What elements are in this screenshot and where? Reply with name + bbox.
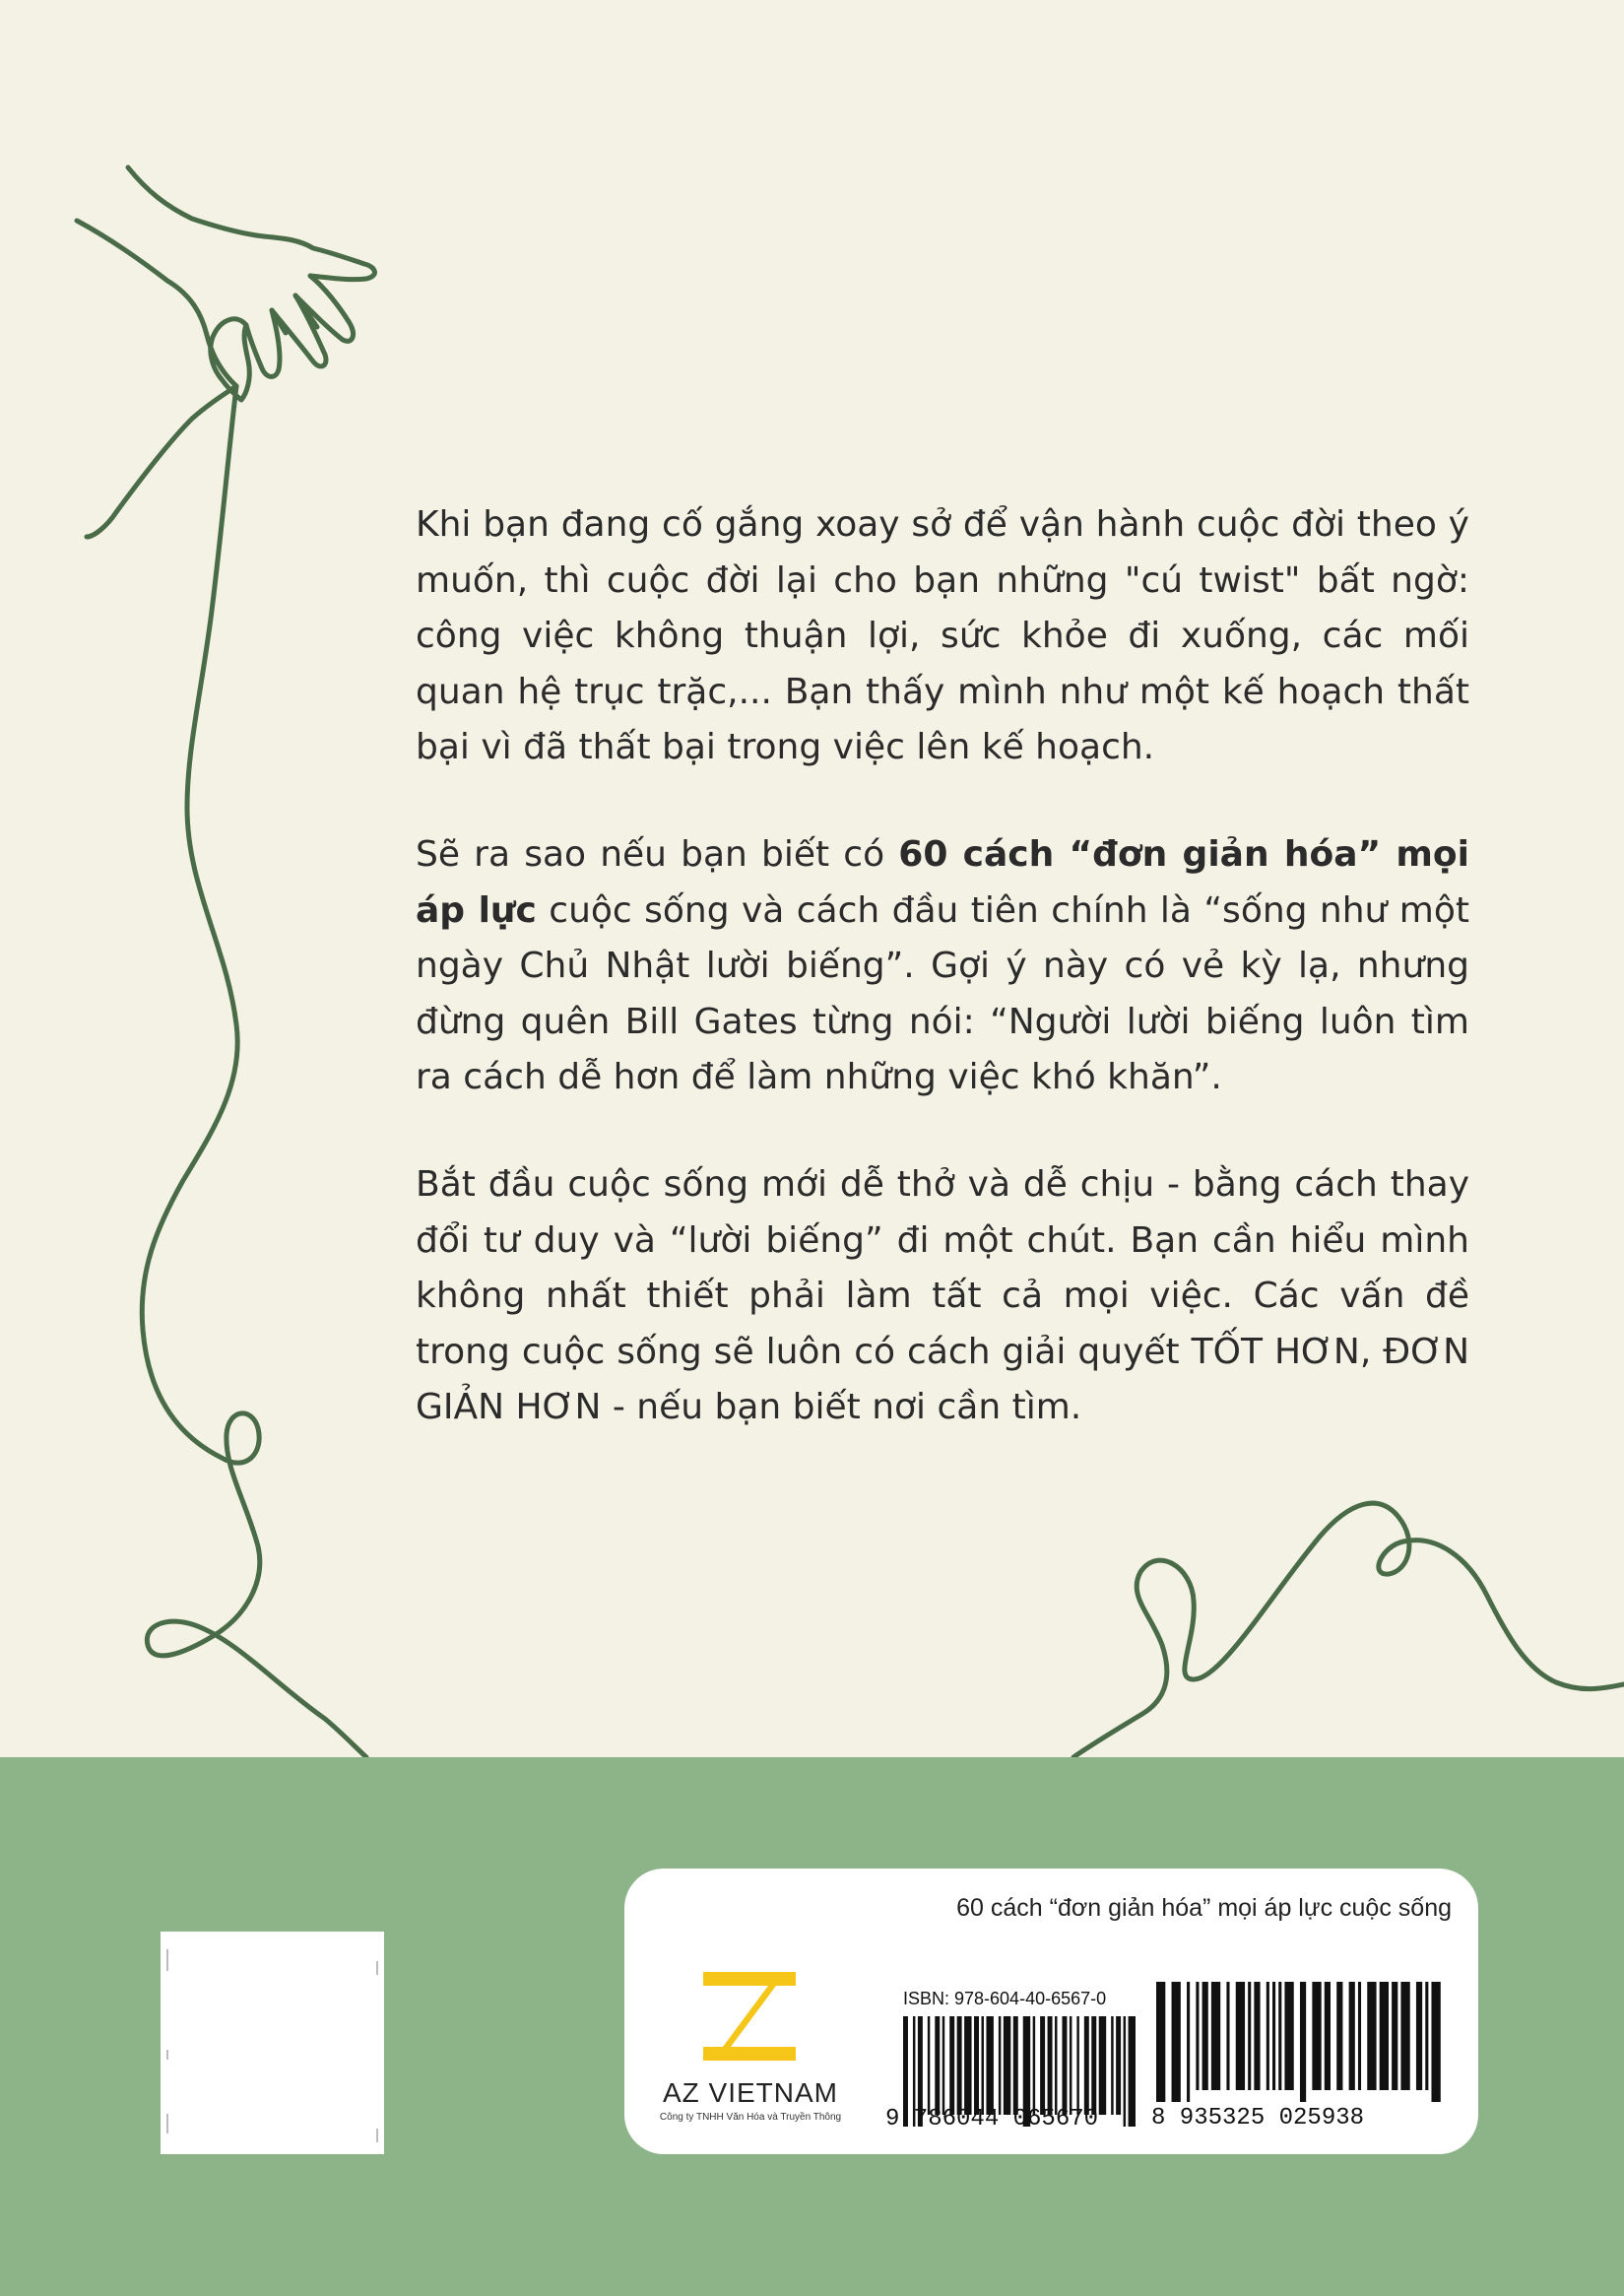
barcode-bar (1349, 1982, 1355, 2090)
label-tick (166, 2114, 168, 2133)
barcode-bar (1300, 1982, 1306, 2102)
blurb-paragraph-1: Khi bạn đang cố gắng xoay sở để vận hành cuộc đời theo ý muốn, thì cuộc đời lại cho bạn những "cú twist" bất ngờ: công việc không thuận lợi, sức khỏe đi xuống, các mối quan hệ trục trặc,... Bạn thấy mình như một kế hoạch thất bại vì đã thất bại trong việc lên kế hoạch. (416, 504, 1469, 767)
blurb-paragraph-2-rest: cuộc sống và cách đầu tiên chính là “sống như một ngày Chủ Nhật lười biếng”. Gợi ý này có vẻ kỳ lạ, nhưng đừng quên Bill Gates từng nói: “Người lười biếng luôn tìm ra cách dễ hơn để làm những việc khó khăn”. (416, 889, 1469, 1097)
label-tick (166, 2050, 168, 2060)
ean-barcode-icon (1156, 1982, 1447, 2102)
barcode-bar (1367, 1982, 1376, 2090)
barcode-bar (1312, 1982, 1321, 2090)
isbn-barcode-digits: 9 786044 065670 (885, 2106, 1099, 2132)
barcode-bar (928, 2016, 930, 2115)
barcode-bar (1416, 1982, 1422, 2090)
barcode-bar (1325, 1982, 1331, 2090)
barcode-bar (1076, 2016, 1078, 2115)
barcode-bar (1400, 1982, 1409, 2090)
barcode-bar (1111, 2016, 1113, 2115)
barcode-bar (1284, 1982, 1293, 2090)
barcode-bar (1129, 2016, 1136, 2127)
barcode-bar (1055, 2016, 1057, 2115)
blurb-paragraph-2-bold: 60 cách “đơn giản hóa” mọi áp lực (416, 834, 1469, 931)
barcode-bar (1033, 2016, 1035, 2115)
barcode-bar (1431, 1982, 1440, 2102)
barcode-bar (981, 2016, 983, 2115)
barcode-bar (1084, 2016, 1089, 2115)
barcode-bar (1004, 2016, 1010, 2115)
barcode-bar (1202, 1982, 1208, 2090)
barcode-bar (1062, 2016, 1067, 2115)
barcode-bar (974, 2016, 979, 2115)
barcode-bar (1124, 2016, 1126, 2127)
label-tick (376, 2129, 378, 2142)
blurb-paragraph-2-start: Sẽ ra sao nếu bạn biết có (416, 834, 899, 875)
blurb-paragraph-3: Bắt đầu cuộc sống mới dễ thở và dễ chịu - bằng cách thay đổi tư duy và “lười biếng” đi một chút. Bạn cần hiểu mình không nhất thiết phải làm tất cả mọi việc. Các vấn đề trong cuộc sống sẽ luôn có cách giải quyết TỐT HƠN, ĐƠN GIẢN HƠN - nếu bạn biết nơi cần tìm. (416, 1164, 1469, 1427)
ean-barcode-digits: 8 935325 025938 (1151, 2105, 1365, 2132)
barcode-bar (1380, 1982, 1389, 2090)
barcode-bar (1116, 2016, 1121, 2115)
blank-price-label (161, 1932, 384, 2154)
barcode-bar (1248, 1982, 1251, 2090)
blurb-paragraph-2 (416, 827, 1469, 1106)
barcode-bar (964, 2016, 971, 2115)
isbn-label: ISBN: 978-604-40-6567-0 (903, 1989, 1107, 2008)
publisher-name: AZ VIETNAM (662, 2077, 838, 2108)
barcode-bar (1358, 1982, 1361, 2090)
barcode-bar (1425, 1982, 1428, 2090)
barcode-bar (1278, 1982, 1281, 2090)
barcode-bar (986, 2016, 993, 2115)
barcode-bar (1048, 2016, 1053, 2115)
az-vietnam-logo-icon (695, 1972, 804, 2061)
barcode-bar (949, 2016, 954, 2115)
barcode-bar (1172, 1982, 1181, 2102)
label-tick (166, 1949, 168, 1971)
barcode-bar (1187, 1982, 1190, 2102)
barcode-bar (1013, 2016, 1018, 2115)
barcode-bar (1272, 1982, 1275, 2090)
barcode-bar (1236, 1982, 1245, 2090)
barcode-bar (999, 2016, 1001, 2115)
barcode-bar (1392, 1982, 1397, 2090)
barcode-bar (1196, 1982, 1199, 2090)
publisher-company: Công ty TNHH Văn Hóa và Truyền Thông (659, 2112, 842, 2123)
book-title-small: 60 cách “đơn giản hóa” mọi áp lực cuộc sống (956, 1894, 1452, 1922)
barcode-bar (935, 2016, 940, 2115)
barcode-bar (1226, 1982, 1229, 2090)
barcode-bar (957, 2016, 962, 2115)
barcode-bar (942, 2016, 944, 2115)
label-tick (376, 1961, 378, 1975)
barcode-bar (1070, 2016, 1072, 2115)
barcode-bar (1267, 1982, 1269, 2090)
barcode-bar (1336, 1982, 1342, 2090)
barcode-bar (1091, 2016, 1096, 2115)
barcode-bar (1254, 1982, 1260, 2090)
isbn-info-box (624, 1869, 1478, 2154)
barcode-bar (1211, 1982, 1220, 2090)
barcode-bar (1099, 2016, 1106, 2115)
barcode-bar (1156, 1982, 1165, 2102)
barcode-bar (1040, 2016, 1045, 2115)
